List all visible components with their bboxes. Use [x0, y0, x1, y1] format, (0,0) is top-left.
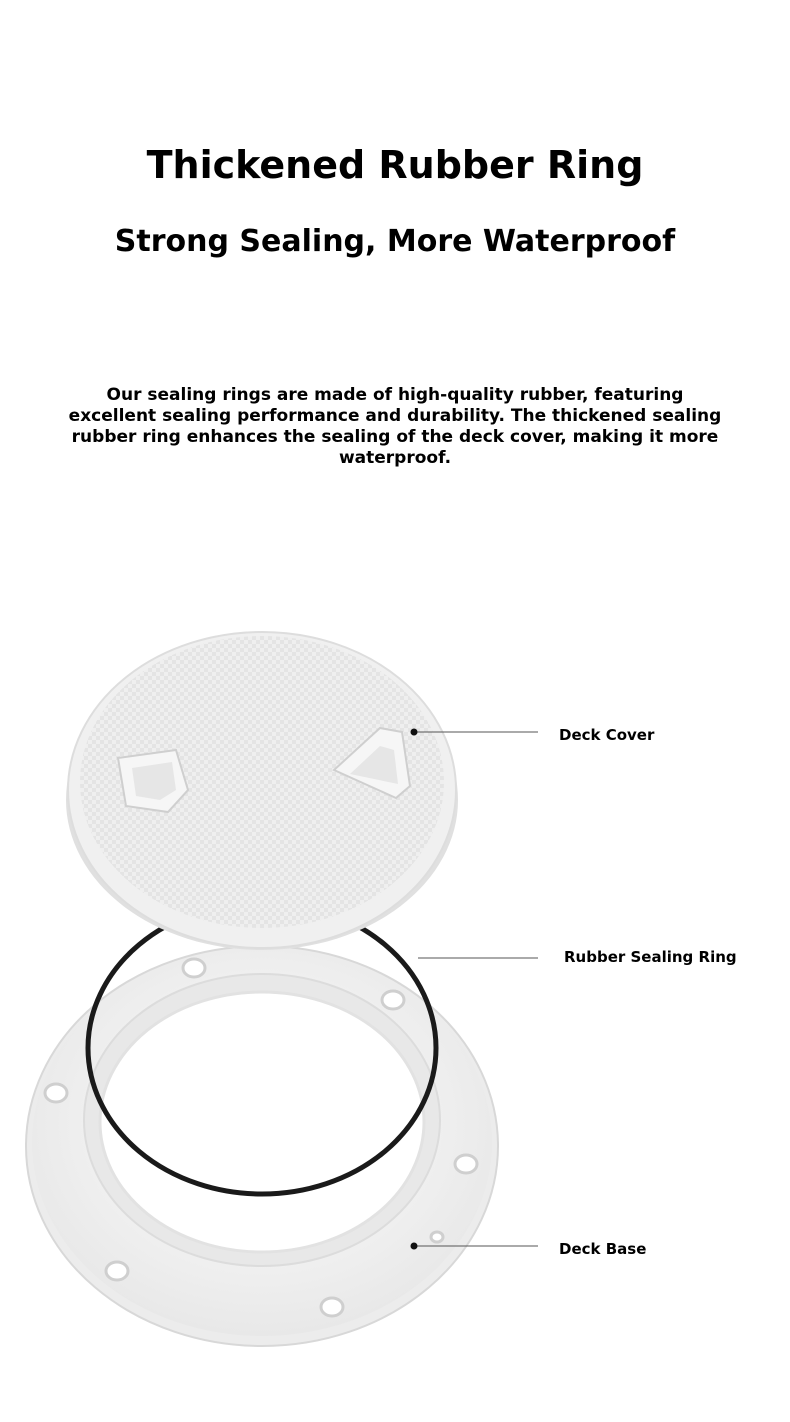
callout-deck-base: Deck Base — [559, 1240, 647, 1258]
description-text: Our sealing rings are made of high-quality rubber, featuring excellent sealing performance and durability. The thickened sealing rubber ring enhances the sealing of the deck cover, making it more waterproof. — [68, 385, 722, 468]
page-subtitle: Strong Sealing, More Waterproof — [114, 224, 676, 259]
callout-deck-cover: Deck Cover — [559, 726, 655, 744]
deck-cover — [66, 632, 458, 950]
deck-plate-illustration — [0, 600, 790, 1380]
callout-rubber-sealing-ring: Rubber Sealing Ring — [564, 948, 737, 966]
page-title: Thickened Rubber Ring — [146, 143, 644, 187]
